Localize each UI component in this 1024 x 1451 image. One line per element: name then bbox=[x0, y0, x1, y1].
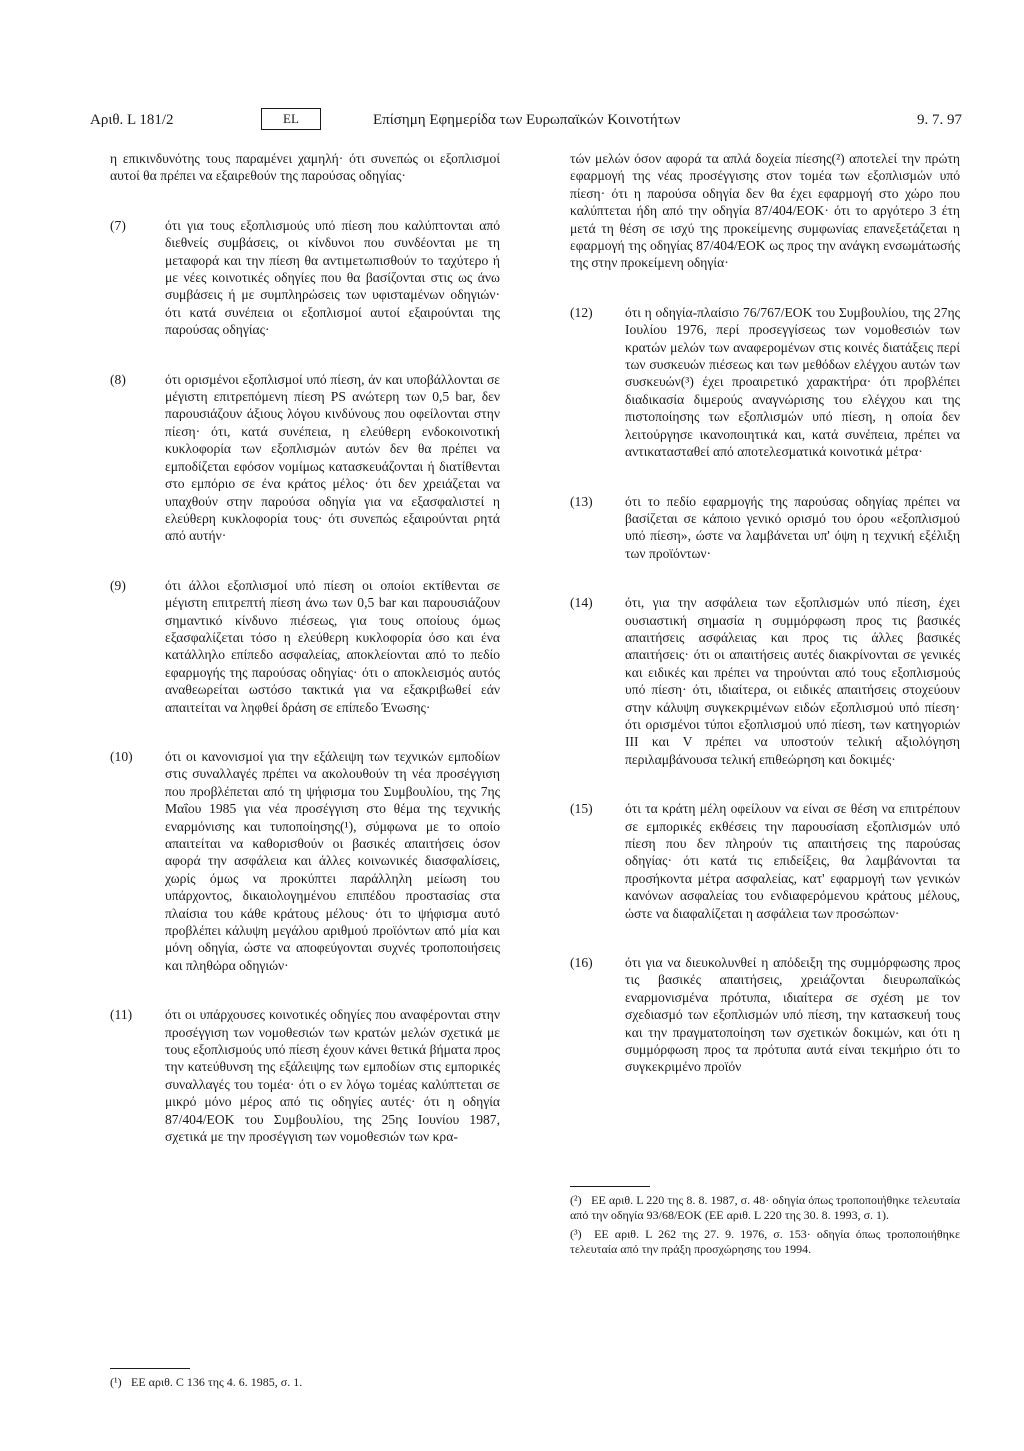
language-box: EL bbox=[261, 108, 321, 130]
recital-13 bbox=[570, 493, 960, 563]
recital-number: (9) bbox=[110, 577, 126, 593]
recital-number: (11) bbox=[110, 1007, 133, 1023]
recital-text: ότι ορισμένοι εξοπλισμοί υπό πίεση, άν και υποβάλλονται σε μέγιστη επιτρεπόμενη πίεση PS ανώτερη των 0,5 bar, δεν παρουσιάζουν άξιους λόγου κινδύνους που οφείλονται στην πίεση· ότι, κατά συνέπεια, η ελεύθερη ενδοκοινοτική κυκλοφορία των εξοπλισμών αυτών δεν θα πρέπει να εμποδίζεται εφόσον νομίμως κατασκευάζονται ή διατίθενται στο εμπόριο σε ένα κράτος μέλος· ότι δεν χρειάζεται να υπαχθούν στην παρούσα οδηγία για να εξασφαλιστεί η ελεύθερη κυκλοφορία τους· ότι συνεπώς εξαιρούνται ρητά από αυτήν· bbox=[165, 371, 500, 544]
recital-9 bbox=[110, 577, 500, 716]
footnote-text: ΕΕ αριθ. L 220 της 8. 8. 1987, σ. 48· οδηγία όπως τροποποιήθηκε τελευταία από την οδηγία 93/68/ΕΟΚ (ΕΕ αριθ. L 220 της 30. 8. 1993, σ. 1). bbox=[570, 1193, 960, 1222]
recital-number: (8) bbox=[110, 371, 126, 387]
footnote-divider bbox=[570, 1186, 650, 1187]
journal-reference: Αριθ. L 181/2 bbox=[90, 112, 174, 128]
recital-text: ότι το πεδίο εφαρμογής της παρούσας οδηγίας πρέπει να βασίζεται σε κάποιο γενικό ορισμό του όρου «εξοπλισμού υπό πίεση», ώστε να λαμβάνεται υπ' όψη η τεχνική εξέλιξη των προϊόντων· bbox=[625, 493, 960, 561]
recital-number: (10) bbox=[110, 748, 133, 764]
footnote-mark: (²) bbox=[570, 1193, 582, 1207]
journal-title: Επίσημη Εφημερίδα των Ευρωπαϊκών Κοινοτήτων bbox=[373, 112, 681, 128]
recital-text: ότι άλλοι εξοπλισμοί υπό πίεση οι οποίοι εκτίθενται σε μέγιστη επιτρεπτή πίεση άνω των 0,5 bar και παρουσιάζουν σημαντικό κίνδυνο πιέσεως, για τους οποίους όμως εξασφαλίζεται τόσο η ελεύθερη κυκλοφορία όσο και ένα κατάλληλο επίπεδο ασφαλείας, αποκλείονται από το πεδίο εφαρμογής της παρούσας οδηγίας· ότι ο αποκλεισμός αυτός αναθεωρείται ωστόσο τακτικά για να εξακριβωθεί εάν απαιτείται να ληφθεί δράση σε επίπεδο Ένωσης· bbox=[165, 577, 500, 715]
recital-text: ότι για να διευκολυνθεί η απόδειξη της συμμόρφωσης προς τις βασικές απαιτήσεις, χρειάζονται διευρωπαϊκώς εναρμονισμένα πρότυπα, ιδιαίτερα σε σχέση με τον σχεδιασμό των εξοπλισμών υπό πίεση, την κατασκευή τους και την πραγματοποίηση των σχετικών δοκιμών, και ότι η συμμόρφωση προς τα πρότυπα αυτά είναι τεκμήριο ότι το συγκεκριμένο προϊόν bbox=[625, 955, 960, 1075]
recital-10 bbox=[110, 748, 500, 974]
recital-text: ότι, για την ασφάλεια των εξοπλισμών υπό πίεση, έχει ουσιαστική σημασία η συμμόρφωση προς τις βασικές απαιτήσεις ασφάλειας και προς τις άλλες βασικές απαιτήσεις· ότι οι απαιτήσεις αυτές διακρίνονται σε γενικές και ειδικές και πρέπει να τηρούνται από τους εξοπλισμούς υπό πίεση· ότι, ιδιαίτερα, οι ειδικές απαιτήσεις στοχεύουν στην κάλυψη συγκεκριμένων ειδών εξοπλισμού υπό πίεση· ότι ορισμένοι τύποι εξοπλισμού υπό πίεση, των κατηγοριών III και V πρέπει να υποστούν τελική αξιολόγηση περιλαμβάνουσα τελική επιθεώρηση και δοκιμές· bbox=[625, 595, 960, 767]
continuation-paragraph: τών μελών όσον αφορά τα απλά δοχεία πίεσης(²) αποτελεί την πρώτη εφαρμογή της νέας προσέγγισης στον τομέα των εξοπλισμών υπό πίεση· ότι η παρούσα οδηγία δεν θα έχει εφαρμογή στο χώρο που καλύπτεται ήδη από την οδηγία 87/404/ΕΟΚ· ότι το αργότερο 3 έτη μετά τη θέση σε ισχύ της προκείμενης συμφωνίας επανεξετάζεται η εφαρμογή της οδηγίας 87/404/ΕΟΚ ως προς την ανάγκη ενσωμάτωσής της στην προκείμενη οδηγία· bbox=[570, 151, 960, 271]
recital-number: (15) bbox=[570, 801, 593, 817]
recital-text: ότι οι κανονισμοί για την εξάλειψη των τεχνικών εμποδίων στις συναλλαγές πρέπει να ακολουθούν τη νέα προσέγγιση που προβλέπεται από τη ψήφισμα του Συμβουλίου, της 7ης Μαΐου 1985 για νέα προσέγγιση στο θέμα της τεχνικής εναρμόνισης και τυποποίησης(¹), σύμφωνα με το οποίο απαιτείται να καθορισθούν οι βασικές απαιτήσεις όσον αφορά την ασφάλεια και άλλες κοινωνικές διασφαλίσεις, χωρίς όμως να προκύπτει παράλληλη μείωση του υπάρχοντος, δικαιολογημένου επιπέδου προστασίας στα πλαίσια του κάθε κράτους μέλους· ότι το ψήφισμα αυτό προβλέπει κάλυψη μεγάλου αριθμού προϊόντων από μία και μόνη οδηγία, ώστε να αποφεύγονται συχνές τροποποιήσεις και πληθώρα οδηγιών· bbox=[165, 748, 500, 973]
left-column bbox=[110, 150, 500, 1146]
recital-number: (14) bbox=[570, 595, 593, 611]
continuation-paragraph: η επικινδυνότης τους παραμένει χαμηλή· ότι συνεπώς οι εξοπλισμοί αυτοί θα πρέπει να εξαιρεθούν της παρούσας οδηγίας· bbox=[110, 151, 500, 184]
recital-14 bbox=[570, 594, 960, 768]
footnote-3 bbox=[570, 1227, 960, 1257]
recital-16 bbox=[570, 954, 960, 1076]
recital-number: (16) bbox=[570, 955, 593, 971]
footnote-2 bbox=[570, 1193, 960, 1223]
right-footnotes bbox=[570, 1186, 960, 1261]
footnote-text: ΕΕ αριθ. L 262 της 27. 9. 1976, σ. 153· οδηγία όπως τροποποιήθηκε τελευταία από την πράξη προσχώρησης του 1994. bbox=[570, 1227, 961, 1256]
footnote-1 bbox=[110, 1375, 500, 1390]
footnote-mark: (¹) bbox=[110, 1375, 122, 1389]
page-header bbox=[90, 108, 962, 134]
recital-text: ότι για τους εξοπλισμούς υπό πίεση που καλύπτονται από διεθνείς συμβάσεις, οι κίνδυνοι που συνδέονται με τη μεταφορά και την πίεση θα αντιμετωπισθούν το ταχύτερο ή με νέες κοινοτικές οδηγίες που θα βασίζονται στις ως άνω συμβάσεις ή με συμπληρώσεις των υφισταμένων οδηγιών· ότι κατά συνέπεια οι εξοπλισμοί αυτοί εξαιρούνται της παρούσας οδηγίας· bbox=[165, 217, 500, 338]
recital-number: (7) bbox=[110, 217, 126, 233]
recital-text: ότι η οδηγία-πλαίσιο 76/767/ΕΟΚ του Συμβουλίου, της 27ης Ιουλίου 1976, περί προσεγγίσεως των νομοθεσιών των κρατών μελών των αναφερομένων στις κοινές διατάξεις περί των συσκευών πιέσεως και των μεθόδων ελέγχου αυτών των συσκευών(³) έχει προαιρετικό χαρακτήρα· ότι προβλέπει διαδικασία διμερούς αναγνώρισης του ελέγχου και της πιστοποίησης των εξοπλισμών υπό πίεση, η οποία δεν λειτούργησε ικανοποιητικά και, κατά συνέπεια, πρέπει να αντικατασταθεί από αποτελεσματικά κοινοτικά μέτρα· bbox=[625, 304, 960, 460]
recital-12 bbox=[570, 304, 960, 461]
issue-date: 9. 7. 97 bbox=[917, 112, 962, 128]
recital-15 bbox=[570, 800, 960, 922]
recital-number: (13) bbox=[570, 493, 593, 509]
left-footnotes bbox=[110, 1368, 500, 1394]
footnote-text: ΕΕ αριθ. C 136 της 4. 6. 1985, σ. 1. bbox=[131, 1375, 303, 1389]
recital-number: (12) bbox=[570, 304, 593, 320]
right-column bbox=[570, 150, 960, 1076]
recital-7 bbox=[110, 217, 500, 339]
recital-text: ότι οι υπάρχουσες κοινοτικές οδηγίες που αναφέρονται στην προσέγγιση των νομοθεσιών των κρατών μελών σχετικά με τους εξοπλισμούς υπό πίεση έχουν κάνει θετικά βήματα προς την κατεύθυνση της εξάλειψης των εμποδίων στις εμπορικές συναλλαγές του τομέα· ότι ο εν λόγω τομέας καλύπτεται σε μικρό μόνο μέρος από τις οδηγίες αυτές· ότι η οδηγία 87/404/ΕΟΚ του Συμβουλίου, της 25ης Ιουνίου 1987, σχετικά με την προσέγγιση των νομοθεσιών των κρα- bbox=[165, 1007, 500, 1145]
footnote-divider bbox=[110, 1368, 190, 1369]
footnote-mark: (³) bbox=[570, 1227, 582, 1241]
recital-text: ότι τα κράτη μέλη οφείλουν να είναι σε θέση να επιτρέπουν σε εμπορικές εκθέσεις την παρουσίαση εξοπλισμών υπό πίεση που δεν πληρούν τις απαιτήσεις της παρούσας οδηγίας· ότι κατά τις επιδείξεις, θα λαμβάνονται τα προσήκοντα μέτρα ασφαλείας, κατ' εφαρμογή των γενικών κανόνων ασφαλείας του ενδιαφερόμενου κράτους μέλους, ώστε να διαφαλίζεται η ασφάλεια των προσώπων· bbox=[625, 801, 960, 921]
recital-8 bbox=[110, 371, 500, 545]
recital-11 bbox=[110, 1006, 500, 1145]
